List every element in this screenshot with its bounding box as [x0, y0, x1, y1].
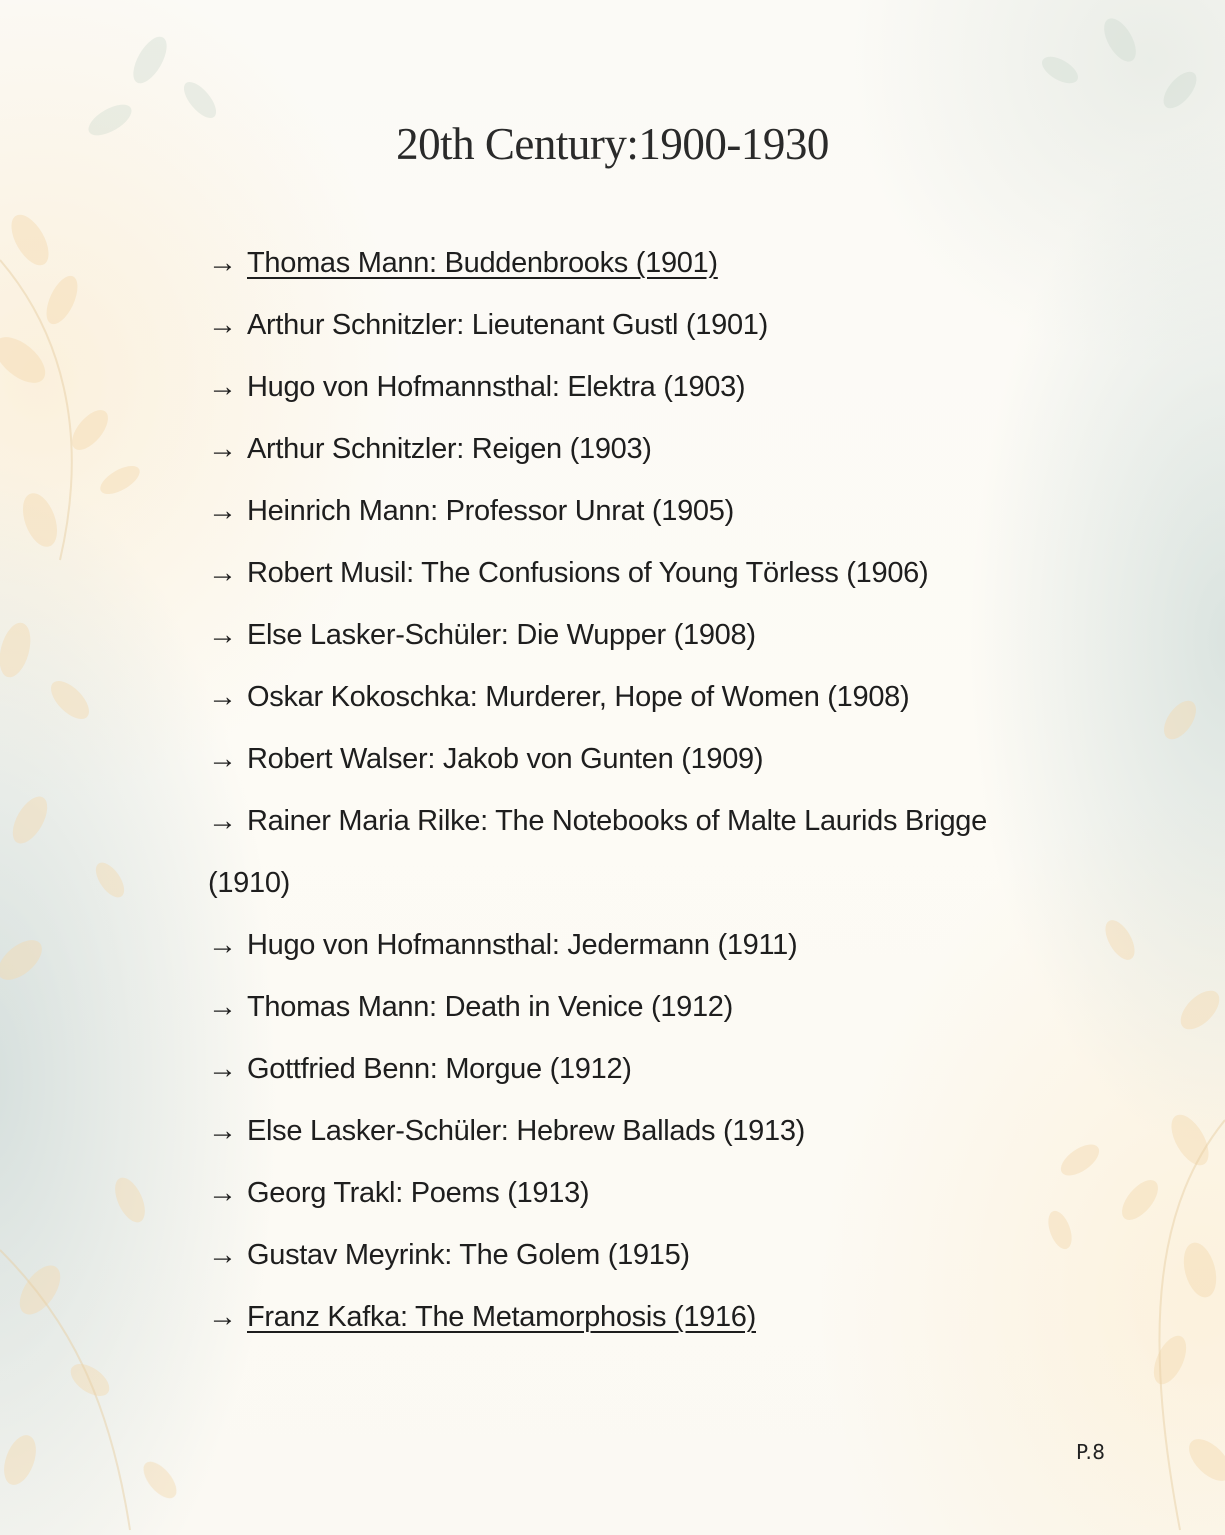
- arrow-right-icon: →: [208, 1053, 237, 1085]
- list-item: [208, 666, 988, 728]
- work-title: Else Lasker-Schüler: Die Wupper (1908): [247, 619, 756, 651]
- arrow-right-icon: →: [208, 743, 237, 775]
- list-item: [208, 976, 988, 1038]
- arrow-right-icon: →: [208, 1239, 237, 1271]
- work-title: Robert Musil: The Confusions of Young Törless (1906): [247, 557, 929, 589]
- work-title: Hugo von Hofmannsthal: Elektra (1903): [247, 371, 746, 403]
- arrow-right-icon: →: [208, 495, 237, 527]
- work-title: Else Lasker-Schüler: Hebrew Ballads (1913): [247, 1115, 805, 1147]
- work-title: Heinrich Mann: Professor Unrat (1905): [247, 495, 734, 527]
- page-number: P.8: [1076, 1440, 1106, 1464]
- work-title: Gottfried Benn: Morgue (1912): [247, 1053, 632, 1085]
- work-title: Arthur Schnitzler: Lieutenant Gustl (1901): [247, 309, 768, 341]
- work-link[interactable]: Franz Kafka: The Metamorphosis (1916): [247, 1301, 756, 1333]
- arrow-right-icon: →: [208, 433, 237, 465]
- list-item: [208, 356, 988, 418]
- arrow-right-icon: →: [208, 1177, 237, 1209]
- arrow-right-icon: →: [208, 371, 237, 403]
- list-item: [208, 1100, 988, 1162]
- work-title: Georg Trakl: Poems (1913): [247, 1177, 590, 1209]
- arrow-right-icon: →: [208, 991, 237, 1023]
- work-title: Arthur Schnitzler: Reigen (1903): [247, 433, 652, 465]
- list-item: [208, 480, 988, 542]
- arrow-right-icon: →: [208, 619, 237, 651]
- works-list: [208, 232, 988, 1348]
- list-item: [208, 728, 988, 790]
- list-item[interactable]: [208, 232, 988, 294]
- arrow-right-icon: →: [208, 247, 237, 279]
- arrow-right-icon: →: [208, 557, 237, 589]
- work-title: Hugo von Hofmannsthal: Jedermann (1911): [247, 929, 798, 961]
- list-item: [208, 790, 988, 914]
- page-title: 20th Century:1900-1930: [396, 119, 829, 169]
- work-title: Oskar Kokoschka: Murderer, Hope of Women (1908): [247, 681, 910, 713]
- list-item: [208, 294, 988, 356]
- list-item: [208, 542, 988, 604]
- work-title: Thomas Mann: Death in Venice (1912): [247, 991, 733, 1023]
- arrow-right-icon: →: [208, 1115, 237, 1147]
- list-item: [208, 1224, 988, 1286]
- arrow-right-icon: →: [208, 929, 237, 961]
- list-item: [208, 1162, 988, 1224]
- work-title: Gustav Meyrink: The Golem (1915): [247, 1239, 690, 1271]
- work-link[interactable]: Thomas Mann: Buddenbrooks (1901): [247, 247, 718, 279]
- arrow-right-icon: →: [208, 681, 237, 713]
- arrow-right-icon: →: [208, 805, 237, 837]
- arrow-right-icon: →: [208, 309, 237, 341]
- arrow-right-icon: →: [208, 1301, 237, 1333]
- list-item: [208, 1038, 988, 1100]
- list-item[interactable]: [208, 1286, 988, 1348]
- work-title: Rainer Maria Rilke: The Notebooks of Malte Laurids Brigge (1910): [208, 805, 987, 899]
- list-item: [208, 418, 988, 480]
- list-item: [208, 914, 988, 976]
- list-item: [208, 604, 988, 666]
- work-title: Robert Walser: Jakob von Gunten (1909): [247, 743, 764, 775]
